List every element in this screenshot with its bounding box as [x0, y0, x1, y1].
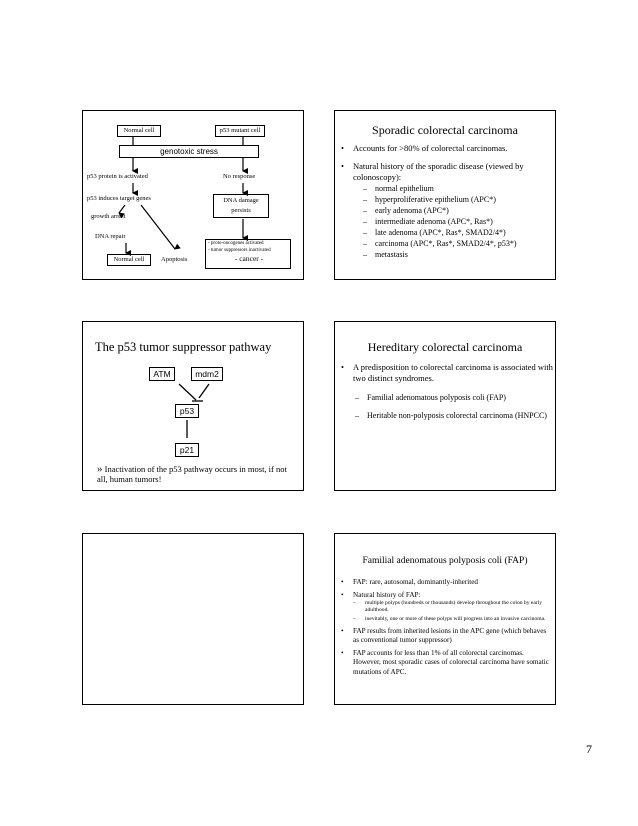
growth-arrest-label: growth arrest — [91, 213, 126, 220]
sub-bullet: – inevitably, one or more of these polyps will progress into an invasive carcinoma. — [353, 616, 553, 623]
sub-bullet: – carcinoma (APC*, Ras*, SMAD2/4*, p53*) — [363, 238, 553, 249]
normal-cell-box: Normal cell — [117, 125, 161, 137]
sub-bullet: – multiple polyps (hundreds or thousands) develop throughout the colon by early adulthood. — [353, 600, 553, 614]
cancer-text: - cancer - — [234, 254, 264, 263]
normal-cell-result-box: Normal cell — [107, 254, 151, 266]
dna-repair-label: DNA repair — [95, 233, 126, 240]
sub-bullet: – Familial adenomatous polyposis coli (FAP) — [355, 393, 553, 403]
slide-hereditary — [334, 321, 556, 491]
slide-body — [341, 578, 553, 677]
suppressors-inactivated-text: - tumor suppressors inactivated — [208, 248, 271, 253]
slide-p53-pathway — [82, 321, 304, 491]
p21-box: p21 — [175, 443, 199, 457]
sub-bullet: – normal epithelium — [363, 183, 553, 194]
slide-title: The p53 tumor suppressor pathway — [95, 340, 272, 354]
sub-bullet: – metastasis — [363, 249, 553, 260]
sub-bullet: – Heritable non-polyposis colorectal carcinoma (HNPCC) — [355, 411, 553, 421]
slide-blank — [82, 533, 304, 705]
cancer-box — [205, 239, 291, 269]
no-response-label: No response — [223, 173, 256, 180]
slide-body — [341, 362, 553, 421]
bullet: • Natural history of FAP: — [341, 591, 553, 601]
p53-box: p53 — [175, 404, 199, 418]
page-number: 7 — [586, 742, 592, 756]
genotoxic-stress-box: genotoxic stress — [119, 145, 259, 158]
atm-box: ATM — [149, 367, 175, 381]
mutant-cell-box: p53 mutant cell — [215, 125, 265, 137]
p53-activated-label: p53 protein is activated — [87, 173, 148, 180]
oncogenes-activated-text: - proto-oncogenes activated — [208, 241, 264, 246]
sub-bullet: – late adenoma (APC*, Ras*, SMAD2/4*) — [363, 227, 553, 238]
bullet: • FAP results from inherited lesions in the APC gene (which behaves as conventional tumor suppressor) — [341, 627, 553, 646]
slide-title: Sporadic colorectal carcinoma — [372, 123, 518, 137]
sub-bullet: – hyperproliferative epithelium (APC*) — [363, 194, 553, 205]
p53-induces-label: p53 induces target genes — [87, 195, 151, 202]
sub-list — [355, 393, 553, 421]
slide-sporadic — [334, 110, 556, 280]
sub-bullet: – intermediate adenoma (APC*, Ras*) — [363, 216, 553, 227]
slide-p53-diagram — [82, 110, 304, 280]
slide-fap — [334, 533, 556, 705]
apoptosis-label: Apoptosis — [161, 256, 188, 263]
bullet: • FAP: rare, autosomal, dominantly-inherited — [341, 578, 553, 588]
mdm2-box: mdm2 — [191, 367, 223, 381]
sub-list — [363, 183, 553, 260]
sub-bullet: – early adenoma (APC*) — [363, 205, 553, 216]
note-text: Inactivation of the p53 pathway occurs in most, if not all, human tumors! — [97, 464, 287, 484]
bullet: • A predisposition to colorectal carcinoma is associated with two distinct syndromes. — [341, 362, 553, 384]
inactivation-note — [97, 464, 297, 484]
bullet: • Natural history of the sporadic disease (viewed by colonoscopy): — [341, 161, 553, 183]
dna-damage-box: DNA damage persists — [213, 194, 269, 218]
marker-icon: » — [97, 463, 103, 475]
slide-body — [341, 143, 553, 260]
bullet: • FAP accounts for less than 1% of all colorectal carcinomas. However, most sporadic cases of colorectal carcinoma have somatic mutations of APC. — [341, 649, 553, 678]
slide-title: Hereditary colorectal carcinoma — [367, 340, 523, 354]
slide-title: Familial adenomatous polyposis coli (FAP) — [362, 556, 528, 566]
bullet: • Accounts for >80% of colorectal carcinomas. — [341, 143, 553, 154]
sub-list — [353, 600, 553, 624]
